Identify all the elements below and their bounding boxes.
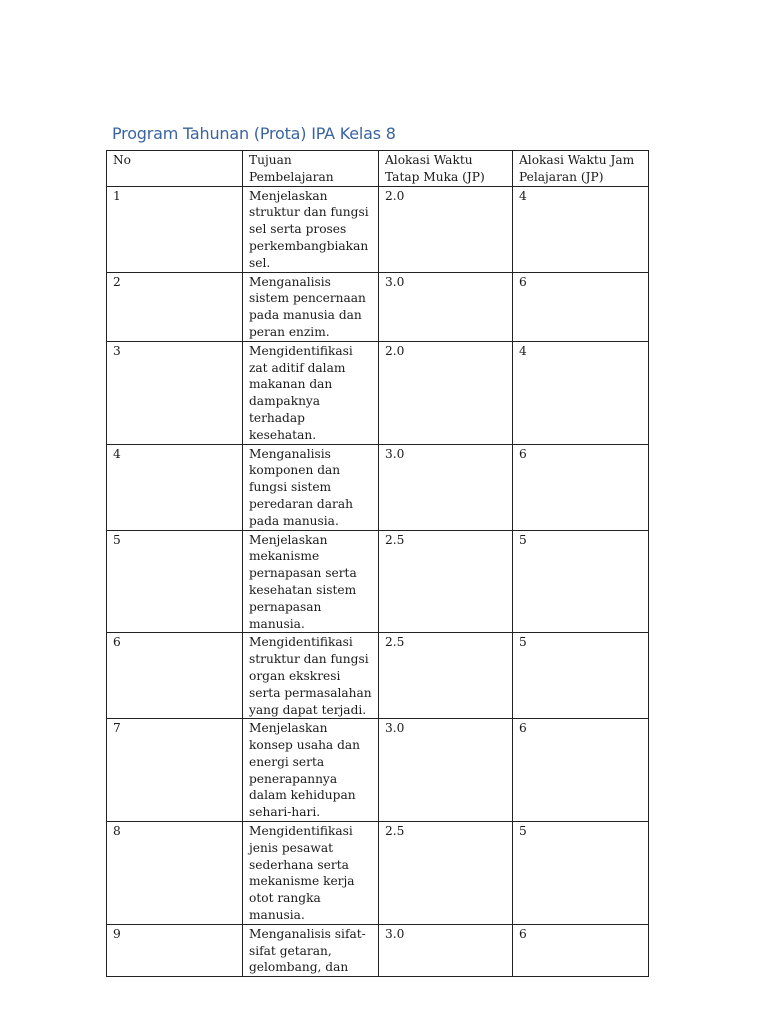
table-row: [107, 924, 649, 976]
cell-tatap-muka: 3.0: [379, 924, 513, 976]
header-tatap-muka: Alokasi Waktu Tatap Muka (JP): [379, 151, 513, 187]
cell-tujuan: Mengidentifikasi jenis pesawat sederhana serta mekanisme kerja otot rangka manusia.: [243, 822, 379, 925]
cell-no: 8: [107, 822, 243, 925]
cell-no: 5: [107, 530, 243, 633]
cell-tujuan: Menjelaskan mekanisme pernapasan serta kesehatan sistem pernapasan manusia.: [243, 530, 379, 633]
cell-tujuan: Menganalisis sistem pencernaan pada manusia dan peran enzim.: [243, 272, 379, 341]
cell-tatap-muka: 3.0: [379, 719, 513, 822]
cell-jam-pelajaran: 5: [513, 633, 649, 719]
prota-table: [106, 150, 649, 977]
cell-tatap-muka: 2.5: [379, 822, 513, 925]
cell-jam-pelajaran: 6: [513, 924, 649, 976]
cell-no: 6: [107, 633, 243, 719]
cell-tujuan: Menjelaskan konsep usaha dan energi serta penerapannya dalam kehidupan sehari-hari.: [243, 719, 379, 822]
cell-no: 4: [107, 444, 243, 530]
table-header-row: [107, 151, 649, 187]
cell-no: 7: [107, 719, 243, 822]
cell-tatap-muka: 3.0: [379, 272, 513, 341]
table-row: [107, 272, 649, 341]
table-row: [107, 719, 649, 822]
cell-tatap-muka: 2.0: [379, 186, 513, 272]
header-tujuan: Tujuan Pembelajaran: [243, 151, 379, 187]
header-jam-pelajaran: Alokasi Waktu Jam Pelajaran (JP): [513, 151, 649, 187]
table-row: [107, 186, 649, 272]
cell-tujuan: Mengidentifikasi zat aditif dalam makanan dan dampaknya terhadap kesehatan.: [243, 341, 379, 444]
cell-tujuan: Menganalisis komponen dan fungsi sistem peredaran darah pada manusia.: [243, 444, 379, 530]
cell-no: 2: [107, 272, 243, 341]
page-title: Program Tahunan (Prota) IPA Kelas 8: [112, 124, 396, 143]
cell-tujuan: Menganalisis sifat-sifat getaran, gelombang, dan: [243, 924, 379, 976]
cell-tatap-muka: 3.0: [379, 444, 513, 530]
cell-no: 1: [107, 186, 243, 272]
cell-tatap-muka: 2.5: [379, 633, 513, 719]
table-row: [107, 444, 649, 530]
cell-tatap-muka: 2.5: [379, 530, 513, 633]
table-row: [107, 530, 649, 633]
cell-jam-pelajaran: 5: [513, 530, 649, 633]
cell-jam-pelajaran: 4: [513, 341, 649, 444]
cell-tujuan: Menjelaskan struktur dan fungsi sel serta proses perkembangbiakan sel.: [243, 186, 379, 272]
table-row: [107, 633, 649, 719]
table-row: [107, 341, 649, 444]
cell-tatap-muka: 2.0: [379, 341, 513, 444]
cell-jam-pelajaran: 6: [513, 272, 649, 341]
header-no: No: [107, 151, 243, 187]
cell-no: 3: [107, 341, 243, 444]
cell-no: 9: [107, 924, 243, 976]
cell-jam-pelajaran: 4: [513, 186, 649, 272]
cell-jam-pelajaran: 6: [513, 444, 649, 530]
table-row: [107, 822, 649, 925]
cell-tujuan: Mengidentifikasi struktur dan fungsi organ ekskresi serta permasalahan yang dapat terjadi.: [243, 633, 379, 719]
cell-jam-pelajaran: 6: [513, 719, 649, 822]
cell-jam-pelajaran: 5: [513, 822, 649, 925]
